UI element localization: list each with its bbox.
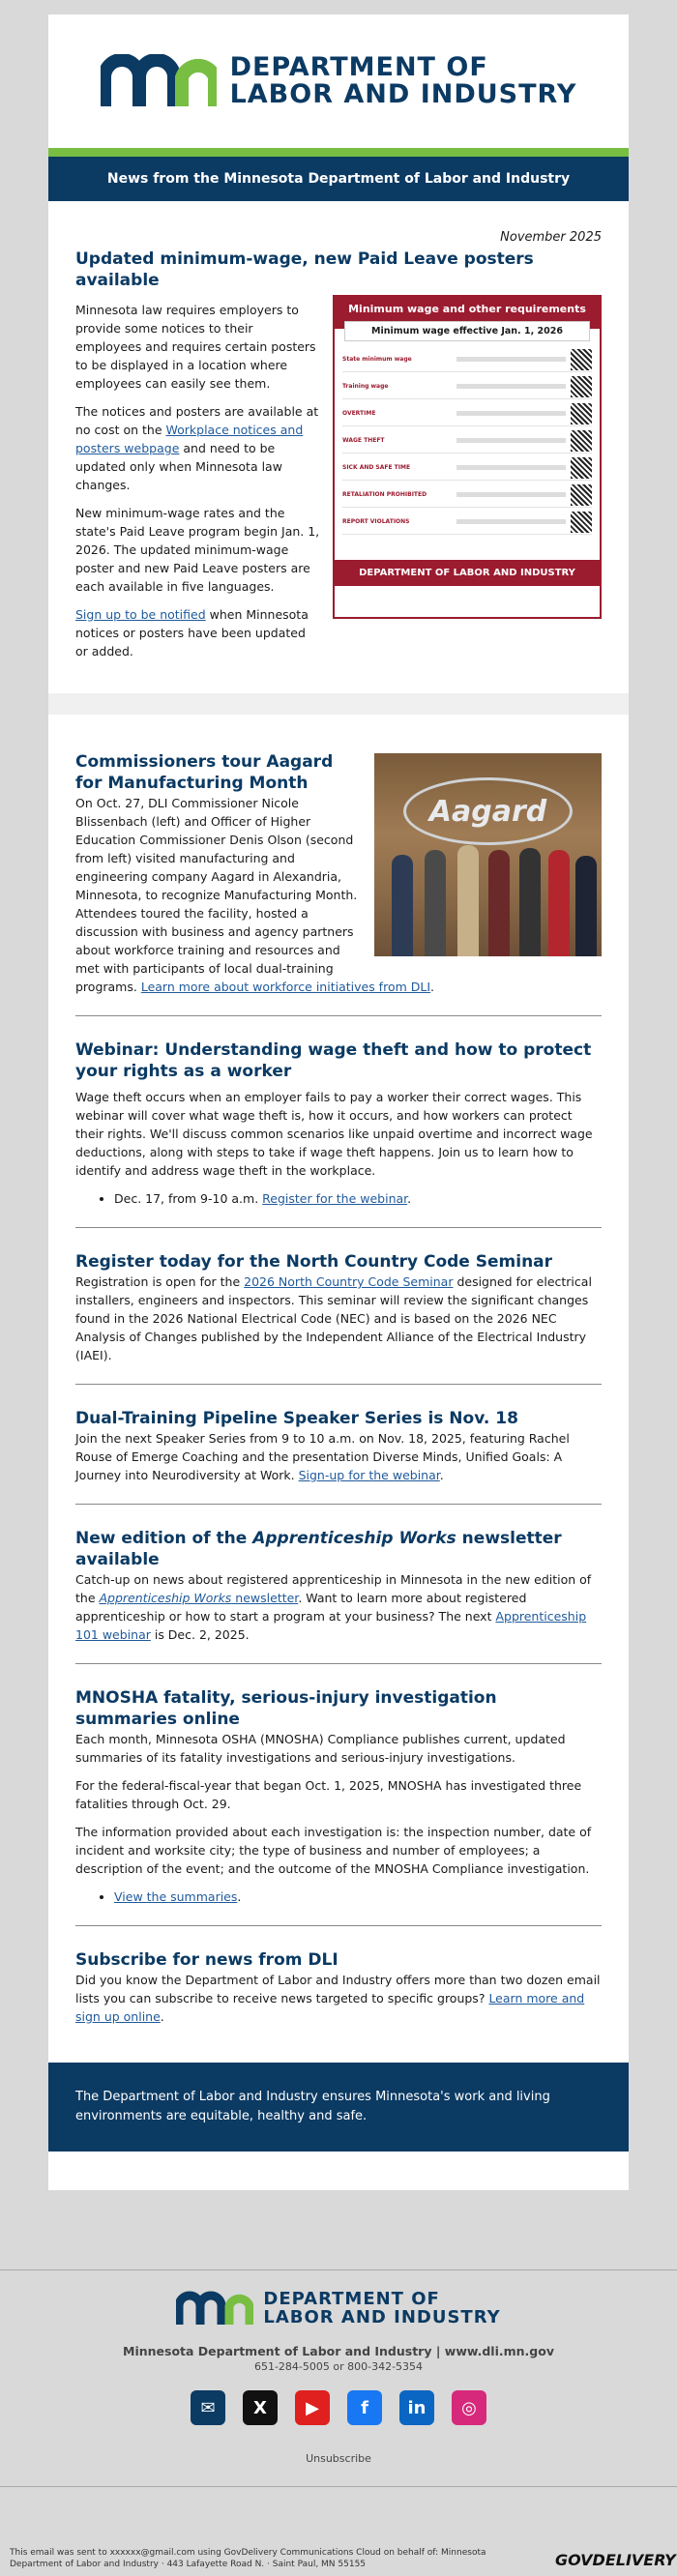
qr-code-icon	[571, 403, 592, 424]
text: .	[439, 1468, 444, 1482]
poster-image[interactable]	[333, 295, 602, 619]
logo-text	[263, 2290, 500, 2327]
section-title: Dual-Training Pipeline Speaker Series is Nov. 18	[75, 1409, 518, 1428]
text: New edition of the	[75, 1529, 253, 1548]
poster-row-label: REPORT VIOLATIONS	[342, 518, 410, 525]
text: and need to be updated only when Minnesota law changes.	[75, 441, 282, 492]
footer-org: Minnesota Department of Labor and Industry | www.dli.mn.gov	[123, 2344, 554, 2358]
banner: News from the Minnesota Department of Labor and Industry	[48, 157, 629, 201]
qr-code-icon	[571, 376, 592, 397]
text: Registration is open for the	[75, 1274, 245, 1289]
poster-row	[342, 428, 592, 454]
email-body	[48, 15, 629, 2190]
paragraph	[75, 1429, 602, 1484]
text: Dec. 17, from 9-10 a.m.	[114, 1191, 263, 1206]
section-speaker-series	[75, 1384, 602, 1504]
text: On Oct. 27, DLI Commissioner Nicole Blissenbach (left) and Officer of Higher Education Commissioner Denis Olson (second from left) visited manufacturing and engineering company Aagard in Alexandria, Minnesota, to recognize Manufacturing Month. Attendees toured the facility, hosted a discussion with business and agency partners about workforce training and resources and met with participants of local dual-training programs.	[75, 796, 358, 994]
text: newsletter	[231, 1591, 299, 1605]
list-item	[114, 1888, 602, 1906]
poster-footer: DEPARTMENT OF LABOR AND INDUSTRY	[335, 560, 600, 586]
govdelivery-logo: GOVDELIVERY	[555, 2551, 676, 2569]
section-posters	[75, 245, 602, 693]
section-title: Updated minimum-wage, new Paid Leave posters available	[75, 249, 534, 290]
paragraph: Minnesota law requires employers to provide some notices to their employees and requires certain posters to be displayed in a location where employees can easily see them.	[75, 303, 316, 391]
text: .	[430, 980, 435, 994]
text: is Dec. 2, 2025.	[150, 1627, 250, 1642]
person	[457, 845, 479, 956]
register-webinar-link[interactable]: Register for the webinar	[262, 1191, 408, 1206]
person	[425, 850, 446, 956]
poster-title: Minimum wage and other requirements	[335, 297, 600, 329]
section-code-seminar	[75, 1227, 602, 1384]
code-seminar-link[interactable]: 2026 North Country Code Seminar	[244, 1274, 454, 1289]
poster-row-label: WAGE THEFT	[342, 437, 385, 444]
person	[392, 855, 413, 956]
section-webinar	[75, 1015, 602, 1227]
poster-row	[342, 455, 592, 481]
text: .	[407, 1191, 412, 1206]
x-icon[interactable]: X	[243, 2390, 278, 2425]
aagard-photo	[374, 753, 602, 956]
logo-text	[230, 54, 577, 108]
youtube-icon[interactable]: ▶	[295, 2390, 330, 2425]
text: Apprenticeship Works	[252, 1529, 456, 1548]
footer-logo	[0, 2290, 677, 2327]
poster-row-label: OVERTIME	[342, 410, 376, 417]
divider	[0, 2486, 677, 2487]
section-title: MNOSHA fatality, serious-injury investigation summaries online	[75, 1688, 497, 1729]
poster-row-label: State minimum wage	[342, 356, 412, 363]
section-apprenticeship	[75, 1504, 602, 1663]
poster-text-line	[456, 411, 566, 416]
text: Did you know the Department of Labor and Industry offers more than two dozen email lists you can subscribe to receive news targeted to specific groups?	[75, 1973, 601, 2005]
apprenticeship-101-link[interactable]: Apprenticeship 101 webinar	[75, 1609, 587, 1642]
footer-phone: 651-284-5005 or 800-342-5354	[253, 2360, 424, 2373]
paragraph	[75, 1570, 602, 1644]
spacer	[75, 2152, 602, 2190]
header	[48, 15, 629, 148]
section-title: Webinar: Understanding wage theft and how to protect your rights as a worker	[75, 1040, 592, 1081]
text: Catch-up on news about registered apprenticeship in Minnesota in the new edition of the	[75, 1572, 592, 1605]
text: .	[237, 1889, 242, 1904]
workforce-initiatives-link[interactable]: Learn more about workforce initiatives from DLI	[140, 980, 431, 994]
text: when Minnesota notices or posters have been updated or added.	[75, 607, 309, 659]
poster-row	[342, 374, 592, 399]
poster-text-line	[456, 465, 566, 470]
qr-code-icon	[571, 512, 592, 533]
paragraph: Each month, Minnesota OSHA (MNOSHA) Compliance publishes current, updated summaries of its fatality investigations and serious-injury investigations.	[75, 1732, 566, 1765]
logo-line2: LABOR AND INDUSTRY	[229, 79, 577, 109]
person	[575, 856, 597, 956]
apprenticeship-works-link[interactable]	[100, 1591, 299, 1605]
qr-code-icon	[571, 430, 592, 452]
social-icons	[0, 2390, 677, 2425]
facebook-icon[interactable]: f	[347, 2390, 382, 2425]
logo-line2: LABOR AND INDUSTRY	[263, 2307, 501, 2327]
paragraph: For the federal-fiscal-year that began Oct. 1, 2025, MNOSHA has investigated three fatalities through Oct. 29.	[75, 1778, 582, 1811]
unsubscribe-link[interactable]: Unsubscribe	[306, 2452, 371, 2465]
poster-text-line	[456, 492, 566, 497]
fine-print: This email was sent to xxxxxx@gmail.com using GovDelivery Communications Cloud on behalf of: Minnesota Department of Labor and Industry · 443 Lafayette Road N. · Saint Paul, MN 55155	[10, 2548, 486, 2569]
text: . Want to learn more about registered apprenticeship or how to start a program at your business? The next	[75, 1591, 527, 1624]
text: designed for electrical installers, engineers and inspectors. This seminar will review the significant changes found in the 2026 National Electrical Code (NEC) and is based on the 2026 NEC Analysis of Changes published by the Independent Alliance of the Electrical Industry (IAEI).	[75, 1274, 592, 1362]
section-aagard	[75, 715, 602, 1015]
person	[488, 850, 510, 956]
outer-footer	[0, 2269, 677, 2487]
dli-logo-icon	[176, 2291, 253, 2326]
poster-text-line	[456, 384, 566, 389]
green-bar	[48, 148, 629, 157]
subscribe-link[interactable]: Learn more and sign up online	[75, 1991, 585, 2024]
instagram-icon[interactable]: ◎	[452, 2390, 486, 2425]
view-summaries-link[interactable]: View the summaries	[114, 1889, 238, 1904]
poster-text-line	[456, 357, 566, 362]
text: .	[160, 2009, 164, 2024]
photo-sign: Aagard	[403, 777, 573, 845]
person	[519, 848, 541, 956]
qr-code-icon	[571, 349, 592, 370]
poster-row-label: Training wage	[342, 383, 389, 390]
paragraph: Wage theft occurs when an employer fails to pay a worker their correct wages. This webinar will cover what wage theft is, how it occurs, and how workers can protect their rights. We'll discuss common scenarios like unpaid overtime and incorrect wage deductions, along with steps to take if wage theft happens. Join us to learn how to identify and address wage theft in the workplace.	[75, 1090, 593, 1178]
divider	[0, 2269, 677, 2270]
poster-row-label: SICK AND SAFE TIME	[342, 464, 411, 471]
sign-up-notified-link[interactable]: Sign up to be notified	[75, 607, 206, 622]
mission-banner: The Department of Labor and Industry ensures Minnesota's work and living environments are equitable, healthy and safe.	[48, 2063, 629, 2152]
paragraph: New minimum-wage rates and the state's Paid Leave program begin Jan. 1, 2026. The updated minimum-wage poster and new Paid Leave posters are each available in five languages.	[75, 506, 320, 594]
section-title: Commissioners tour Aagard for Manufacturing Month	[75, 752, 334, 793]
section-gap	[48, 693, 629, 715]
person	[548, 850, 570, 956]
speaker-signup-link[interactable]: Sign-up for the webinar	[298, 1468, 440, 1482]
poster-text-line	[456, 438, 566, 443]
poster-subtitle: Minimum wage effective Jan. 1, 2026	[344, 321, 590, 341]
workplace-notices-link[interactable]: Workplace notices and posters webpage	[75, 423, 304, 455]
linkedin-icon[interactable]: in	[399, 2390, 434, 2425]
poster-text-line	[456, 519, 566, 524]
text: The notices and posters are available at no cost on the	[75, 404, 319, 437]
poster-row	[342, 347, 592, 372]
section-title: Register today for the North Country Code Seminar	[75, 1252, 553, 1272]
qr-code-icon	[571, 484, 592, 506]
text: Join the next Speaker Series from 9 to 10 a.m. on Nov. 18, 2025, featuring Rachel Rouse of Emerge Coaching and the presentation Diverse Minds, Unified Goals: A Journey into Neurodiversity at Work.	[75, 1431, 570, 1482]
section-title	[75, 1528, 602, 1570]
poster-row-label: RETALIATION PROHIBITED	[342, 491, 427, 498]
logo-line1: DEPARTMENT OF	[229, 52, 488, 82]
text: Apprenticeship Works	[99, 1591, 232, 1605]
email-icon[interactable]: ✉	[191, 2390, 225, 2425]
dli-logo-icon	[101, 54, 217, 108]
poster-row	[342, 401, 592, 426]
logo-line1: DEPARTMENT OF	[263, 2289, 440, 2309]
text: newsletter available	[75, 1529, 562, 1569]
section-title: Subscribe for news from DLI	[75, 1950, 338, 1970]
qr-code-icon	[571, 457, 592, 479]
paragraph: The information provided about each investigation is: the inspection number, date of incident and worksite city; the type of business and number of employees; a description of the event; and the outcome of the MNOSHA Compliance investigation.	[75, 1825, 592, 1876]
issue-date: November 2025	[500, 230, 602, 245]
poster-row	[342, 483, 592, 508]
poster-row	[342, 510, 592, 535]
paragraph	[75, 1971, 602, 2026]
paragraph	[75, 1273, 602, 1364]
section-subscribe	[75, 1925, 602, 2063]
list-item	[114, 1189, 602, 1208]
section-mnosha	[75, 1663, 602, 1925]
